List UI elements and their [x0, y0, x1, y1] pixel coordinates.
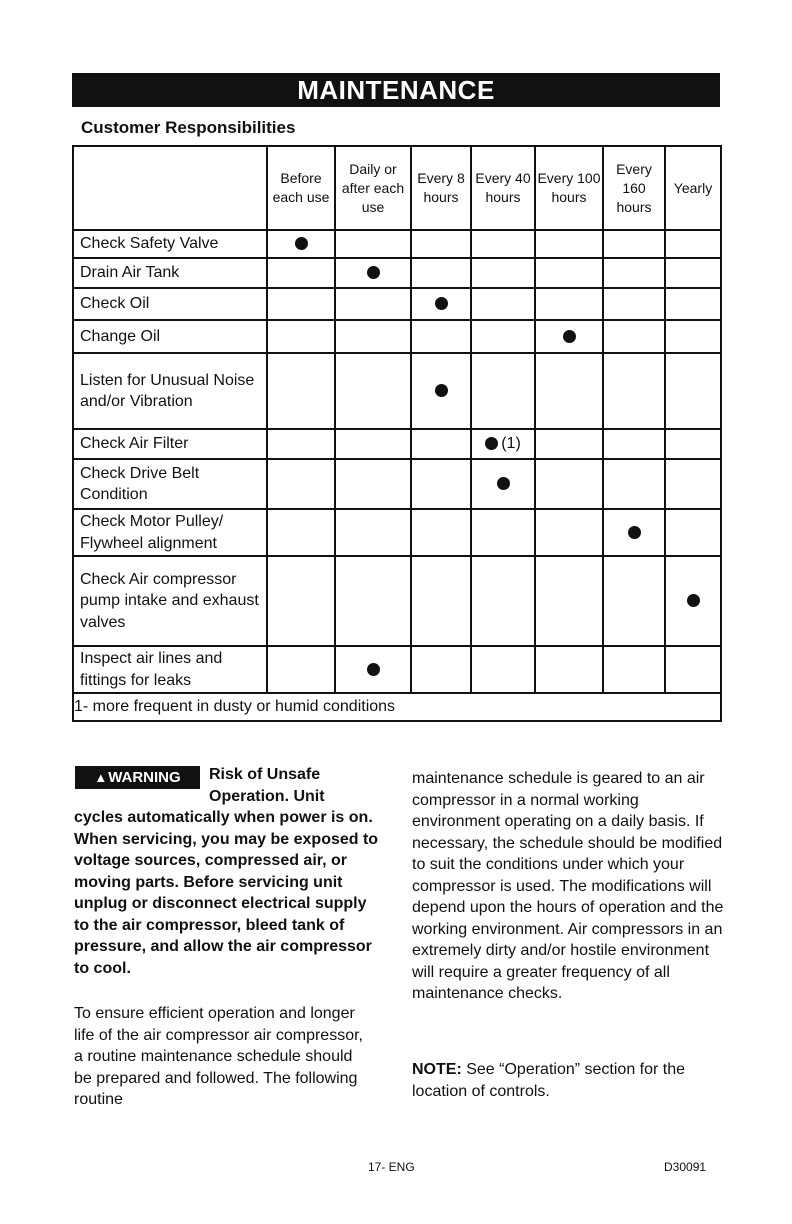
schedule-dot-icon — [435, 384, 448, 397]
schedule-cell — [603, 258, 665, 288]
schedule-cell — [603, 509, 665, 556]
schedule-cell — [535, 353, 603, 429]
schedule-cell — [267, 230, 335, 258]
table-row — [73, 288, 721, 320]
schedule-cell — [665, 509, 721, 556]
schedule-cell — [535, 288, 603, 320]
schedule-cell — [665, 320, 721, 353]
schedule-cell — [603, 646, 665, 693]
schedule-cell — [535, 509, 603, 556]
schedule-cell — [411, 353, 471, 429]
schedule-cell — [267, 646, 335, 693]
table-footnote: 1- more frequent in dusty or humid conditions — [73, 693, 721, 721]
task-cell: Check Air Filter — [73, 429, 267, 459]
task-cell: Listen for Unusual Noise and/or Vibration — [73, 353, 267, 429]
table-row — [73, 353, 721, 429]
schedule-cell — [335, 258, 411, 288]
schedule-cell — [411, 459, 471, 509]
note-label: NOTE: — [412, 1061, 462, 1078]
section-title: MAINTENANCE — [72, 73, 720, 107]
header-task — [73, 146, 267, 230]
table-row — [73, 509, 721, 556]
schedule-cell — [665, 353, 721, 429]
schedule-cell — [603, 459, 665, 509]
schedule-cell — [603, 230, 665, 258]
schedule-dot-icon — [367, 663, 380, 676]
schedule-dot-icon — [367, 266, 380, 279]
schedule-cell — [267, 320, 335, 353]
table-row — [73, 230, 721, 258]
schedule-cell — [411, 230, 471, 258]
schedule-cell — [267, 509, 335, 556]
schedule-cell — [335, 459, 411, 509]
header-column: Daily or after each use — [335, 146, 411, 230]
schedule-cell — [535, 459, 603, 509]
task-cell: Check Motor Pulley/ Flywheel alignment — [73, 509, 267, 556]
schedule-cell — [335, 230, 411, 258]
warning-badge — [75, 766, 200, 789]
schedule-cell — [335, 556, 411, 646]
schedule-cell — [335, 320, 411, 353]
task-cell: Inspect air lines and fittings for leaks — [73, 646, 267, 693]
schedule-cell — [471, 288, 535, 320]
schedule-dot-icon — [628, 526, 641, 539]
table-row — [73, 459, 721, 509]
task-cell: Drain Air Tank — [73, 258, 267, 288]
schedule-cell — [535, 429, 603, 459]
schedule-cell — [471, 258, 535, 288]
schedule-cell — [267, 353, 335, 429]
schedule-cell — [335, 353, 411, 429]
header-column: Every 160 hours — [603, 146, 665, 230]
table-row — [73, 556, 721, 646]
schedule-dot-icon — [497, 477, 510, 490]
table-row — [73, 258, 721, 288]
schedule-cell — [665, 646, 721, 693]
document-code: D30091 — [664, 1160, 707, 1174]
body-paragraph-left: To ensure efficient operation and longer life of the air compressor air compressor, a routine maintenance schedule should be prepared and followed. The following routine — [74, 1005, 363, 1108]
schedule-cell — [267, 459, 335, 509]
schedule-cell — [471, 459, 535, 509]
schedule-cell — [471, 320, 535, 353]
schedule-cell — [603, 320, 665, 353]
note-paragraph — [412, 1059, 712, 1102]
schedule-cell — [535, 320, 603, 353]
schedule-cell — [471, 646, 535, 693]
header-column: Every 8 hours — [411, 146, 471, 230]
header-column: Every 100 hours — [535, 146, 603, 230]
task-cell: Change Oil — [73, 320, 267, 353]
schedule-cell — [335, 429, 411, 459]
warning-title-line: Operation. Unit — [209, 787, 325, 805]
schedule-cell — [335, 509, 411, 556]
schedule-cell — [411, 258, 471, 288]
warning-title — [209, 764, 325, 807]
note-text: See “Operation” section for the location of controls. — [412, 1061, 686, 1100]
schedule-cell — [665, 459, 721, 509]
header-column: Yearly — [665, 146, 721, 230]
schedule-cell — [471, 230, 535, 258]
schedule-cell — [665, 556, 721, 646]
schedule-cell — [411, 509, 471, 556]
schedule-cell — [603, 556, 665, 646]
schedule-cell — [411, 288, 471, 320]
warning-badge-label: WARNING — [108, 769, 181, 786]
schedule-dot-icon — [435, 297, 448, 310]
table-row — [73, 646, 721, 693]
schedule-dot-icon — [295, 237, 308, 250]
schedule-cell — [603, 353, 665, 429]
task-cell: Check Oil — [73, 288, 267, 320]
warning-triangle-icon: ▲ — [94, 770, 108, 785]
schedule-cell — [603, 429, 665, 459]
schedule-cell — [665, 230, 721, 258]
schedule-dot-icon — [687, 594, 700, 607]
schedule-cell — [411, 320, 471, 353]
schedule-cell — [335, 646, 411, 693]
section-subtitle: Customer Responsibilities — [81, 118, 296, 137]
schedule-cell — [267, 556, 335, 646]
schedule-cell — [535, 230, 603, 258]
schedule-cell — [665, 258, 721, 288]
warning-title-line: Risk of Unsafe — [209, 766, 321, 783]
schedule-cell — [335, 288, 411, 320]
schedule-cell — [665, 288, 721, 320]
schedule-cell — [411, 429, 471, 459]
task-cell: Check Air compressor pump intake and exhaust valves — [73, 556, 267, 646]
maintenance-schedule-table — [72, 145, 722, 722]
body-paragraph-right: maintenance schedule is geared to an air compressor in a normal working environment operating on a daily basis. If necessary, the schedule should be modified to suit the conditions under which your compressor is used. The modifications will depend upon the hours of operation and the working environment. Air compressors in an extremely dirty and/or hostile environment will require a greater frequency of all maintenance checks. — [412, 770, 724, 1002]
schedule-cell — [535, 646, 603, 693]
header-column: Every 40 hours — [471, 146, 535, 230]
task-cell: Check Drive Belt Condition — [73, 459, 267, 509]
schedule-cell — [471, 353, 535, 429]
table-header-row — [73, 146, 721, 230]
schedule-cell — [267, 429, 335, 459]
warning-body: cycles automatically when power is on. When servicing, you may be exposed to voltage sources, compressed air, or moving parts. Before servicing unit unplug or disconnect electrical supply to the air compressor, bleed tank of pressure, and allow the air compressor to cool. — [74, 809, 379, 977]
task-cell: Check Safety Valve — [73, 230, 267, 258]
table-row — [73, 429, 721, 459]
schedule-cell — [535, 556, 603, 646]
schedule-cell — [603, 288, 665, 320]
schedule-cell — [535, 258, 603, 288]
schedule-cell — [267, 288, 335, 320]
page-number: 17- ENG — [368, 1160, 415, 1174]
schedule-dot-icon — [563, 330, 576, 343]
schedule-cell — [411, 646, 471, 693]
schedule-cell — [411, 556, 471, 646]
footnote-reference: (1) — [501, 434, 521, 452]
schedule-cell — [471, 509, 535, 556]
schedule-cell — [471, 556, 535, 646]
schedule-cell — [267, 258, 335, 288]
schedule-cell — [471, 429, 535, 459]
footnote-row — [73, 693, 721, 721]
header-column: Before each use — [267, 146, 335, 230]
schedule-dot-icon — [485, 437, 498, 450]
table-row — [73, 320, 721, 353]
schedule-cell — [665, 429, 721, 459]
